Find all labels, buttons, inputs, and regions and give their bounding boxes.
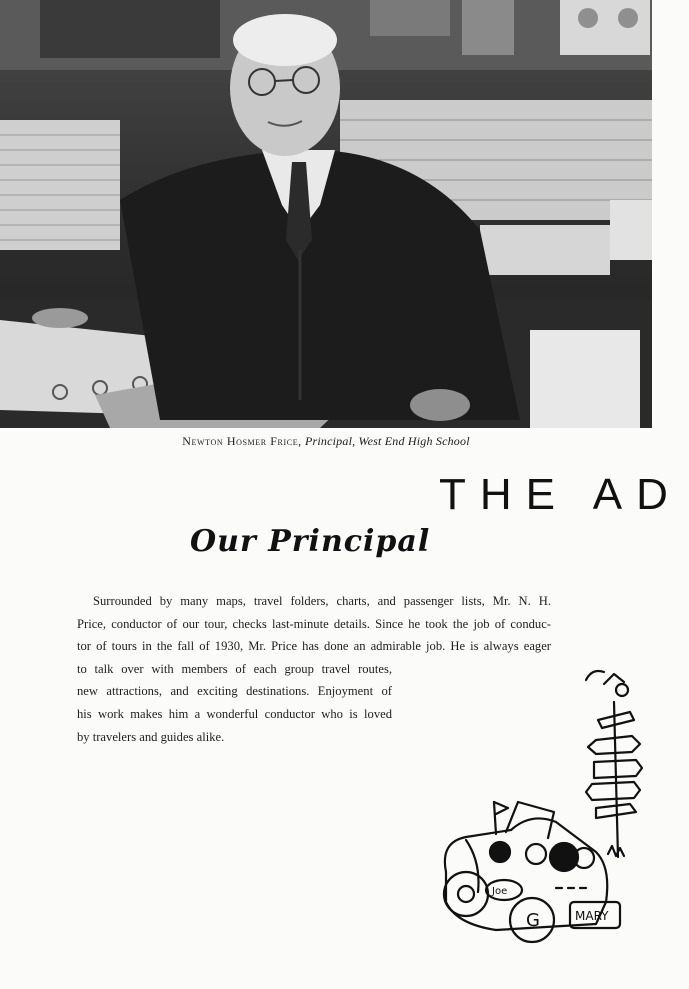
- caption-title: Principal, West End High School: [304, 434, 470, 448]
- body-line: his work makes him a wonderful conductor who is loved: [77, 706, 392, 721]
- svg-text:G: G: [526, 910, 540, 931]
- body-line: Surrounded by many maps, travel folders, charts, and passenger lists, Mr. N. H.: [93, 594, 551, 608]
- car-cartoon-illustration: [436, 662, 646, 962]
- principal-photo: [0, 0, 652, 428]
- photo-caption: [0, 434, 652, 449]
- door-text: Joe: [492, 886, 508, 897]
- caption-name: Newton Hosmer Frice,: [182, 434, 302, 448]
- body-line: tor of tours in the fall of 1930, Mr. Price has done an admirable job. He is always eager: [77, 639, 551, 654]
- body-line: by travelers and guides alike.: [77, 729, 225, 744]
- body-line: to talk over with members of each group travel routes,: [77, 661, 392, 676]
- section-title: THE AD: [439, 470, 682, 519]
- page-heading: Our Principal: [190, 524, 431, 559]
- body-line: new attractions, and exciting destinations. Enjoyment of: [77, 684, 392, 699]
- body-line: Price, conductor of our tour, checks last-minute details. Since he took the job of conduc-: [77, 616, 551, 631]
- license-plate-text: MARY: [575, 909, 609, 923]
